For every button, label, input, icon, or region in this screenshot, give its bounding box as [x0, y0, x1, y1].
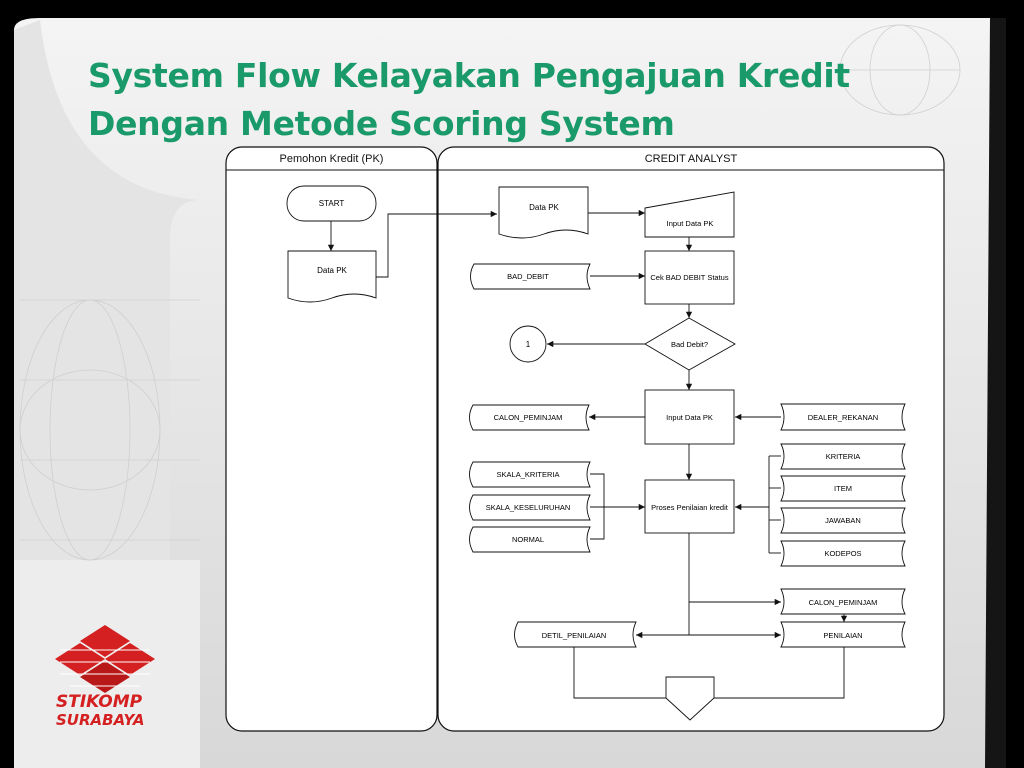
input-data-pk-1-label: Input Data PK — [666, 219, 714, 228]
datastore-kriteria — [781, 444, 905, 469]
datastore-skala-keseluruhan — [470, 495, 591, 520]
datastore-kodepos — [781, 541, 905, 566]
connector-circle-1 — [510, 326, 546, 362]
kriteria-label: KRITERIA — [825, 452, 861, 461]
slide-title-line-2: Dengan Metode Scoring System — [88, 104, 675, 143]
start-label: START — [318, 199, 345, 208]
datastore-calon-peminjam-right — [781, 589, 905, 614]
jawaban-label: JAWABAN — [825, 516, 861, 525]
bad-debit-decision-label: Bad Debit? — [670, 340, 709, 349]
skala-kriteria-label: SKALA_KRITERIA — [496, 470, 560, 479]
process-penilaian-kredit — [645, 480, 734, 533]
slide-title — [88, 52, 850, 148]
lane-title-analyst: CREDIT ANALYST — [644, 153, 738, 165]
swimlane-pemohon — [226, 147, 437, 731]
datastore-item — [781, 476, 905, 501]
dealer-rekanan-label: DEALER_REKANAN — [807, 413, 879, 422]
bad-debit-file-label: BAD_DEBIT — [507, 272, 549, 281]
data-pk-analyst-label: Data PK — [529, 203, 559, 212]
document-data-pk-applicant — [288, 251, 376, 302]
cek-bad-debit-label: Cek BAD DEBIT Status — [650, 273, 729, 282]
item-label: ITEM — [834, 484, 852, 493]
normal-label: NORMAL — [511, 535, 545, 544]
lane-title-pk: Pemohon Kredit (PK) — [279, 153, 384, 165]
proses-penilaian-label: Proses Penilaian kredit — [651, 503, 728, 512]
process-input-data-pk — [645, 390, 734, 444]
datastore-bad-debit — [471, 264, 591, 289]
datastore-jawaban — [781, 508, 905, 533]
datastore-skala-kriteria — [470, 462, 591, 487]
datastore-normal — [470, 527, 591, 552]
detil-penilaian-label: DETIL_PENILAIAN — [541, 631, 607, 640]
data-pk-applicant-label: Data PK — [317, 266, 347, 275]
calon-peminjam-left-label: CALON_PEMINJAM — [493, 413, 563, 422]
calon-peminjam-right-label: CALON_PEMINJAM — [808, 598, 878, 607]
logo-line-2: SURABAYA — [56, 711, 145, 729]
kodepos-label: KODEPOS — [824, 549, 862, 558]
logo-line-1: STIKOMP — [56, 692, 143, 712]
skala-keseluruhan-label: SKALA_KESELURUHAN — [485, 503, 571, 512]
document-data-pk-analyst — [499, 187, 588, 238]
datastore-detil-penilaian — [515, 622, 637, 647]
connector-1-label: 1 — [525, 340, 531, 349]
datastore-penilaian — [781, 622, 905, 647]
input-data-pk-2-label: Input Data PK — [666, 413, 713, 422]
slide-title-line-1: System Flow Kelayakan Pengajuan Kredit — [88, 56, 850, 95]
datastore-calon-peminjam-left — [470, 405, 590, 430]
start-terminator — [287, 186, 376, 221]
datastore-dealer-rekanan — [781, 404, 905, 430]
process-cek-bad-debit — [645, 251, 734, 304]
penilaian-label: PENILAIAN — [823, 631, 863, 640]
